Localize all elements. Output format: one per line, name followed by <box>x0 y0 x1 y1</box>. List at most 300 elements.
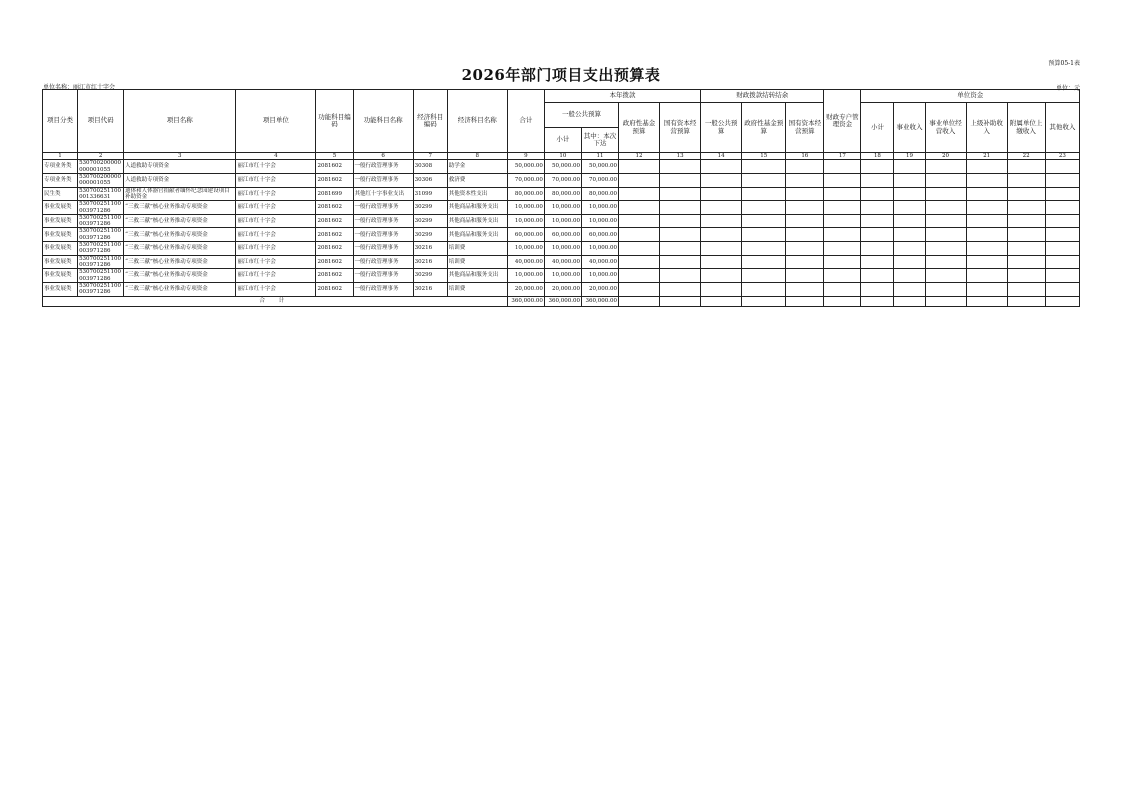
empty-cell <box>786 160 824 174</box>
category-cell: 事业发展类 <box>43 242 78 256</box>
empty-cell <box>1007 160 1045 174</box>
func-name-cell: 一般行政管理事务 <box>353 214 413 228</box>
empty-cell <box>966 255 1007 269</box>
code-cell: 530700251100003971286 <box>78 201 124 215</box>
empty-cell <box>786 228 824 242</box>
column-index-cell: 11 <box>581 153 618 160</box>
unit-name-label: 单位名称：丽江市红十字会 <box>43 84 116 91</box>
header-econ-name: 经济科目名称 <box>447 90 507 153</box>
code-cell: 530700200000000001055 <box>78 173 124 187</box>
empty-cell <box>824 228 861 242</box>
empty-cell <box>660 242 701 256</box>
column-index-cell: 22 <box>1007 153 1045 160</box>
empty-cell <box>824 296 861 306</box>
header-general-budget: 一般公共预算 <box>544 103 618 128</box>
func-code-cell: 2081602 <box>316 242 353 256</box>
column-index-cell: 13 <box>660 153 701 160</box>
empty-cell <box>894 214 925 228</box>
header-of-which: 其中：本次下达 <box>581 128 618 153</box>
category-cell: 事业发展类 <box>43 282 78 296</box>
empty-cell <box>894 187 925 201</box>
empty-cell <box>701 160 742 174</box>
empty-cell <box>1007 242 1045 256</box>
func-code-cell: 2081602 <box>316 201 353 215</box>
column-index-cell: 4 <box>236 153 316 160</box>
name-cell: “三救三献”核心业务推动专项资金 <box>124 201 236 215</box>
empty-cell <box>894 269 925 283</box>
header-co-gov-fund: 政府性基金预算 <box>742 103 786 153</box>
header-subtotal: 小计 <box>544 128 581 153</box>
empty-cell <box>894 255 925 269</box>
empty-cell <box>925 296 966 306</box>
func-code-cell: 2081602 <box>316 173 353 187</box>
header-co-general: 一般公共预算 <box>701 103 742 153</box>
header-gov-fund: 政府性基金预算 <box>619 103 660 153</box>
econ-code-cell: 31099 <box>413 187 447 201</box>
code-cell: 530700251100003971286 <box>78 242 124 256</box>
empty-cell <box>1007 228 1045 242</box>
category-cell: 民生类 <box>43 187 78 201</box>
func-code-cell: 2081602 <box>316 282 353 296</box>
column-index-cell: 17 <box>824 153 861 160</box>
empty-cell <box>861 269 894 283</box>
category-cell: 专项业务类 <box>43 160 78 174</box>
econ-code-cell: 30299 <box>413 214 447 228</box>
empty-cell <box>966 201 1007 215</box>
empty-cell <box>742 242 786 256</box>
empty-cell <box>786 269 824 283</box>
empty-cell <box>861 255 894 269</box>
empty-cell <box>786 255 824 269</box>
empty-cell <box>1045 296 1079 306</box>
of-which-cell: 10,000.00 <box>581 201 618 215</box>
column-index-cell: 23 <box>1045 153 1079 160</box>
econ-name-cell: 培训费 <box>447 255 507 269</box>
func-name-cell: 一般行政管理事务 <box>353 282 413 296</box>
empty-cell <box>925 228 966 242</box>
header-business-income: 事业收入 <box>894 103 925 153</box>
empty-cell <box>1007 296 1045 306</box>
header-unit: 项目单位 <box>236 90 316 153</box>
empty-cell <box>824 255 861 269</box>
empty-cell <box>701 201 742 215</box>
empty-cell <box>894 242 925 256</box>
category-cell: 事业发展类 <box>43 214 78 228</box>
empty-cell <box>660 282 701 296</box>
empty-cell <box>1045 201 1079 215</box>
func-code-cell: 2081602 <box>316 228 353 242</box>
empty-cell <box>925 269 966 283</box>
empty-cell <box>824 242 861 256</box>
empty-cell <box>701 214 742 228</box>
column-index-cell: 21 <box>966 153 1007 160</box>
econ-code-cell: 30299 <box>413 201 447 215</box>
subtotal-cell: 40,000.00 <box>544 255 581 269</box>
header-name: 项目名称 <box>124 90 236 153</box>
of-which-cell: 70,000.00 <box>581 173 618 187</box>
empty-cell <box>861 160 894 174</box>
func-name-cell: 一般行政管理事务 <box>353 255 413 269</box>
column-index-cell: 10 <box>544 153 581 160</box>
func-name-cell: 一般行政管理事务 <box>353 228 413 242</box>
empty-cell <box>619 187 660 201</box>
total-cell: 80,000.00 <box>507 187 544 201</box>
column-index-cell: 3 <box>124 153 236 160</box>
empty-cell <box>619 173 660 187</box>
econ-name-cell: 其他资本性支出 <box>447 187 507 201</box>
empty-cell <box>660 214 701 228</box>
empty-cell <box>925 255 966 269</box>
column-index-cell: 8 <box>447 153 507 160</box>
total-cell: 40,000.00 <box>507 255 544 269</box>
table-row <box>43 228 1080 242</box>
category-cell: 事业发展类 <box>43 269 78 283</box>
econ-code-cell: 30308 <box>413 160 447 174</box>
subtotal-cell: 10,000.00 <box>544 214 581 228</box>
table-row <box>43 173 1080 187</box>
func-code-cell: 2081602 <box>316 214 353 228</box>
header-affiliated-income: 附属单位上缴收入 <box>1007 103 1045 153</box>
empty-cell <box>824 160 861 174</box>
page-title: 2026年部门项目支出预算表 <box>461 66 661 84</box>
name-cell: 人道救助专项资金 <box>124 160 236 174</box>
empty-cell <box>786 173 824 187</box>
empty-cell <box>701 242 742 256</box>
header-unit-funds: 单位资金 <box>861 90 1080 103</box>
total-cell: 10,000.00 <box>507 269 544 283</box>
unit-cell: 丽江市红十字会 <box>236 187 316 201</box>
header-category: 项目分类 <box>43 90 78 153</box>
total-cell: 70,000.00 <box>507 173 544 187</box>
unit-cell: 丽江市红十字会 <box>236 255 316 269</box>
table-row <box>43 187 1080 201</box>
empty-cell <box>742 201 786 215</box>
code-cell: 530700251100001336631 <box>78 187 124 201</box>
of-which-cell: 80,000.00 <box>581 187 618 201</box>
unit-cell: 丽江市红十字会 <box>236 201 316 215</box>
empty-cell <box>861 173 894 187</box>
empty-cell <box>925 187 966 201</box>
header-operating-income: 事业单位经营收入 <box>925 103 966 153</box>
header-carryover: 财政拨款结转结余 <box>701 90 824 103</box>
empty-cell <box>742 269 786 283</box>
econ-code-cell: 30216 <box>413 242 447 256</box>
empty-cell <box>1007 282 1045 296</box>
econ-name-cell: 助学金 <box>447 160 507 174</box>
empty-cell <box>660 255 701 269</box>
name-cell: “三救三献”核心业务推动专项资金 <box>124 255 236 269</box>
empty-cell <box>925 173 966 187</box>
empty-cell <box>786 242 824 256</box>
column-index-cell: 15 <box>742 153 786 160</box>
econ-name-cell: 其他商品和服务支出 <box>447 201 507 215</box>
empty-cell <box>786 214 824 228</box>
empty-cell <box>966 242 1007 256</box>
name-cell: “三救三献”核心业务推动专项资金 <box>124 214 236 228</box>
empty-cell <box>925 201 966 215</box>
econ-name-cell: 其他商品和服务支出 <box>447 269 507 283</box>
unit-cell: 丽江市红十字会 <box>236 269 316 283</box>
header-func-name: 功能科目名称 <box>353 90 413 153</box>
of-which-cell: 50,000.00 <box>581 160 618 174</box>
empty-cell <box>742 282 786 296</box>
func-code-cell: 2081602 <box>316 269 353 283</box>
empty-cell <box>619 282 660 296</box>
table-row <box>43 201 1080 215</box>
empty-cell <box>786 187 824 201</box>
column-index-cell: 9 <box>507 153 544 160</box>
empty-cell <box>701 296 742 306</box>
column-index-cell: 7 <box>413 153 447 160</box>
table-row <box>43 269 1080 283</box>
unit-cell: 丽江市红十字会 <box>236 173 316 187</box>
empty-cell <box>894 201 925 215</box>
category-cell: 事业发展类 <box>43 201 78 215</box>
empty-cell <box>742 187 786 201</box>
empty-cell <box>619 242 660 256</box>
category-cell: 事业发展类 <box>43 255 78 269</box>
func-name-cell: 一般行政管理事务 <box>353 242 413 256</box>
empty-cell <box>861 242 894 256</box>
empty-cell <box>861 296 894 306</box>
func-name-cell: 一般行政管理事务 <box>353 201 413 215</box>
of-which-cell: 40,000.00 <box>581 255 618 269</box>
empty-cell <box>824 173 861 187</box>
subtotal-cell: 80,000.00 <box>544 187 581 201</box>
name-cell: 遗体和人体器官捐献者缅怀纪念园建设项目补助资金 <box>124 187 236 201</box>
of-which-cell: 10,000.00 <box>581 269 618 283</box>
empty-cell <box>619 160 660 174</box>
empty-cell <box>660 201 701 215</box>
header-other-income: 其他收入 <box>1045 103 1079 153</box>
empty-cell <box>660 160 701 174</box>
column-index-cell: 19 <box>894 153 925 160</box>
empty-cell <box>1045 242 1079 256</box>
empty-cell <box>786 201 824 215</box>
subtotal-cell: 50,000.00 <box>544 160 581 174</box>
name-cell: “三救三献”核心业务推动专项资金 <box>124 269 236 283</box>
empty-cell <box>824 214 861 228</box>
of-which-cell: 10,000.00 <box>581 214 618 228</box>
empty-cell <box>925 160 966 174</box>
func-code-cell: 2081602 <box>316 160 353 174</box>
column-index-cell: 20 <box>925 153 966 160</box>
column-index-cell: 16 <box>786 153 824 160</box>
empty-cell <box>894 173 925 187</box>
column-index-row <box>43 153 1080 160</box>
empty-cell <box>619 269 660 283</box>
empty-cell <box>701 255 742 269</box>
empty-cell <box>660 296 701 306</box>
header-subsidy-income: 上级补助收入 <box>966 103 1007 153</box>
category-cell: 专项业务类 <box>43 173 78 187</box>
header-func-code: 功能科目编码 <box>316 90 353 153</box>
subtotal-cell: 10,000.00 <box>544 242 581 256</box>
subtotal-cell: 10,000.00 <box>544 201 581 215</box>
total-cell: 20,000.00 <box>507 282 544 296</box>
header-current-year: 本年拨款 <box>544 90 700 103</box>
econ-code-cell: 30216 <box>413 255 447 269</box>
empty-cell <box>966 269 1007 283</box>
header-co-state-capital: 国有资本经营预算 <box>786 103 824 153</box>
func-name-cell: 其他红十字事业支出 <box>353 187 413 201</box>
header-code: 项目代码 <box>78 90 124 153</box>
empty-cell <box>619 201 660 215</box>
empty-cell <box>701 228 742 242</box>
unit-cell: 丽江市红十字会 <box>236 214 316 228</box>
empty-cell <box>1045 228 1079 242</box>
name-cell: “三救三献”核心业务推动专项资金 <box>124 228 236 242</box>
empty-cell <box>966 214 1007 228</box>
empty-cell <box>1007 201 1045 215</box>
empty-cell <box>861 187 894 201</box>
empty-cell <box>742 255 786 269</box>
empty-cell <box>966 296 1007 306</box>
econ-name-cell: 其他商品和服务支出 <box>447 228 507 242</box>
column-index-cell: 2 <box>78 153 124 160</box>
table-row <box>43 242 1080 256</box>
total-cell: 10,000.00 <box>507 242 544 256</box>
total-row <box>43 296 1080 306</box>
econ-name-cell: 培训费 <box>447 242 507 256</box>
empty-cell <box>824 282 861 296</box>
subtotal-cell: 20,000.00 <box>544 282 581 296</box>
column-index-cell: 18 <box>861 153 894 160</box>
empty-cell <box>966 160 1007 174</box>
table-row <box>43 282 1080 296</box>
empty-cell <box>894 296 925 306</box>
empty-cell <box>925 282 966 296</box>
code-cell: 530700251100003971286 <box>78 282 124 296</box>
empty-cell <box>786 296 824 306</box>
empty-cell <box>742 214 786 228</box>
empty-cell <box>925 242 966 256</box>
empty-cell <box>894 160 925 174</box>
empty-cell <box>861 228 894 242</box>
empty-cell <box>786 282 824 296</box>
empty-cell <box>1007 269 1045 283</box>
unit-cell: 丽江市红十字会 <box>236 160 316 174</box>
total-cell: 60,000.00 <box>507 228 544 242</box>
empty-cell <box>742 296 786 306</box>
total-cell: 10,000.00 <box>507 214 544 228</box>
empty-cell <box>894 228 925 242</box>
econ-name-cell: 培训费 <box>447 282 507 296</box>
empty-cell <box>660 269 701 283</box>
func-name-cell: 一般行政管理事务 <box>353 173 413 187</box>
empty-cell <box>1045 269 1079 283</box>
econ-name-cell: 救济费 <box>447 173 507 187</box>
name-cell: 人道救助专项资金 <box>124 173 236 187</box>
header-state-capital: 国有资本经营预算 <box>660 103 701 153</box>
form-code: 预算05-1表 <box>1048 60 1080 67</box>
subtotal-cell: 70,000.00 <box>544 173 581 187</box>
empty-cell <box>1045 214 1079 228</box>
func-name-cell: 一般行政管理事务 <box>353 269 413 283</box>
empty-cell <box>619 214 660 228</box>
empty-cell <box>824 187 861 201</box>
func-code-cell: 2081602 <box>316 255 353 269</box>
empty-cell <box>660 228 701 242</box>
empty-cell <box>701 282 742 296</box>
total-subtotal-cell: 360,000.00 <box>544 296 581 306</box>
econ-code-cell: 30306 <box>413 173 447 187</box>
name-cell: “三救三献”核心业务推动专项资金 <box>124 282 236 296</box>
empty-cell <box>701 173 742 187</box>
total-cell: 10,000.00 <box>507 201 544 215</box>
of-which-cell: 60,000.00 <box>581 228 618 242</box>
empty-cell <box>824 201 861 215</box>
empty-cell <box>1007 214 1045 228</box>
subtotal-cell: 10,000.00 <box>544 269 581 283</box>
empty-cell <box>966 228 1007 242</box>
name-cell: “三救三献”核心业务推动专项资金 <box>124 242 236 256</box>
code-cell: 530700251100003971286 <box>78 228 124 242</box>
total-cell: 50,000.00 <box>507 160 544 174</box>
empty-cell <box>861 282 894 296</box>
total-of-which-cell: 360,000.00 <box>581 296 618 306</box>
empty-cell <box>1045 255 1079 269</box>
header-unit-subtotal: 小计 <box>861 103 894 153</box>
category-cell: 事业发展类 <box>43 228 78 242</box>
column-index-cell: 14 <box>701 153 742 160</box>
empty-cell <box>966 173 1007 187</box>
header-special-account: 财政专户管理资金 <box>824 90 861 153</box>
currency-unit-label: 单位：元 <box>1055 85 1080 92</box>
empty-cell <box>966 187 1007 201</box>
subtotal-cell: 60,000.00 <box>544 228 581 242</box>
empty-cell <box>742 160 786 174</box>
econ-name-cell: 其他商品和服务支出 <box>447 214 507 228</box>
table-row <box>43 160 1080 174</box>
column-index-cell: 5 <box>316 153 353 160</box>
econ-code-cell: 30299 <box>413 228 447 242</box>
code-cell: 530700251100003971286 <box>78 214 124 228</box>
func-name-cell: 一般行政管理事务 <box>353 160 413 174</box>
econ-code-cell: 30299 <box>413 269 447 283</box>
empty-cell <box>742 173 786 187</box>
func-code-cell: 2081699 <box>316 187 353 201</box>
empty-cell <box>660 187 701 201</box>
empty-cell <box>894 282 925 296</box>
code-cell: 530700251100003971286 <box>78 255 124 269</box>
empty-cell <box>701 269 742 283</box>
empty-cell <box>660 173 701 187</box>
budget-table <box>42 89 1080 307</box>
unit-cell: 丽江市红十字会 <box>236 242 316 256</box>
empty-cell <box>1045 173 1079 187</box>
empty-cell <box>701 187 742 201</box>
empty-cell <box>742 228 786 242</box>
empty-cell <box>925 214 966 228</box>
econ-code-cell: 30216 <box>413 282 447 296</box>
header-econ-code: 经济科目编码 <box>413 90 447 153</box>
header-total: 合计 <box>507 90 544 153</box>
table-row <box>43 214 1080 228</box>
of-which-cell: 20,000.00 <box>581 282 618 296</box>
column-index-cell: 12 <box>619 153 660 160</box>
of-which-cell: 10,000.00 <box>581 242 618 256</box>
empty-cell <box>861 214 894 228</box>
empty-cell <box>1045 187 1079 201</box>
column-index-cell: 1 <box>43 153 78 160</box>
empty-cell <box>1007 255 1045 269</box>
empty-cell <box>619 255 660 269</box>
empty-cell <box>619 296 660 306</box>
total-label: 合 计 <box>43 296 508 306</box>
code-cell: 530700200000000001055 <box>78 160 124 174</box>
empty-cell <box>824 269 861 283</box>
